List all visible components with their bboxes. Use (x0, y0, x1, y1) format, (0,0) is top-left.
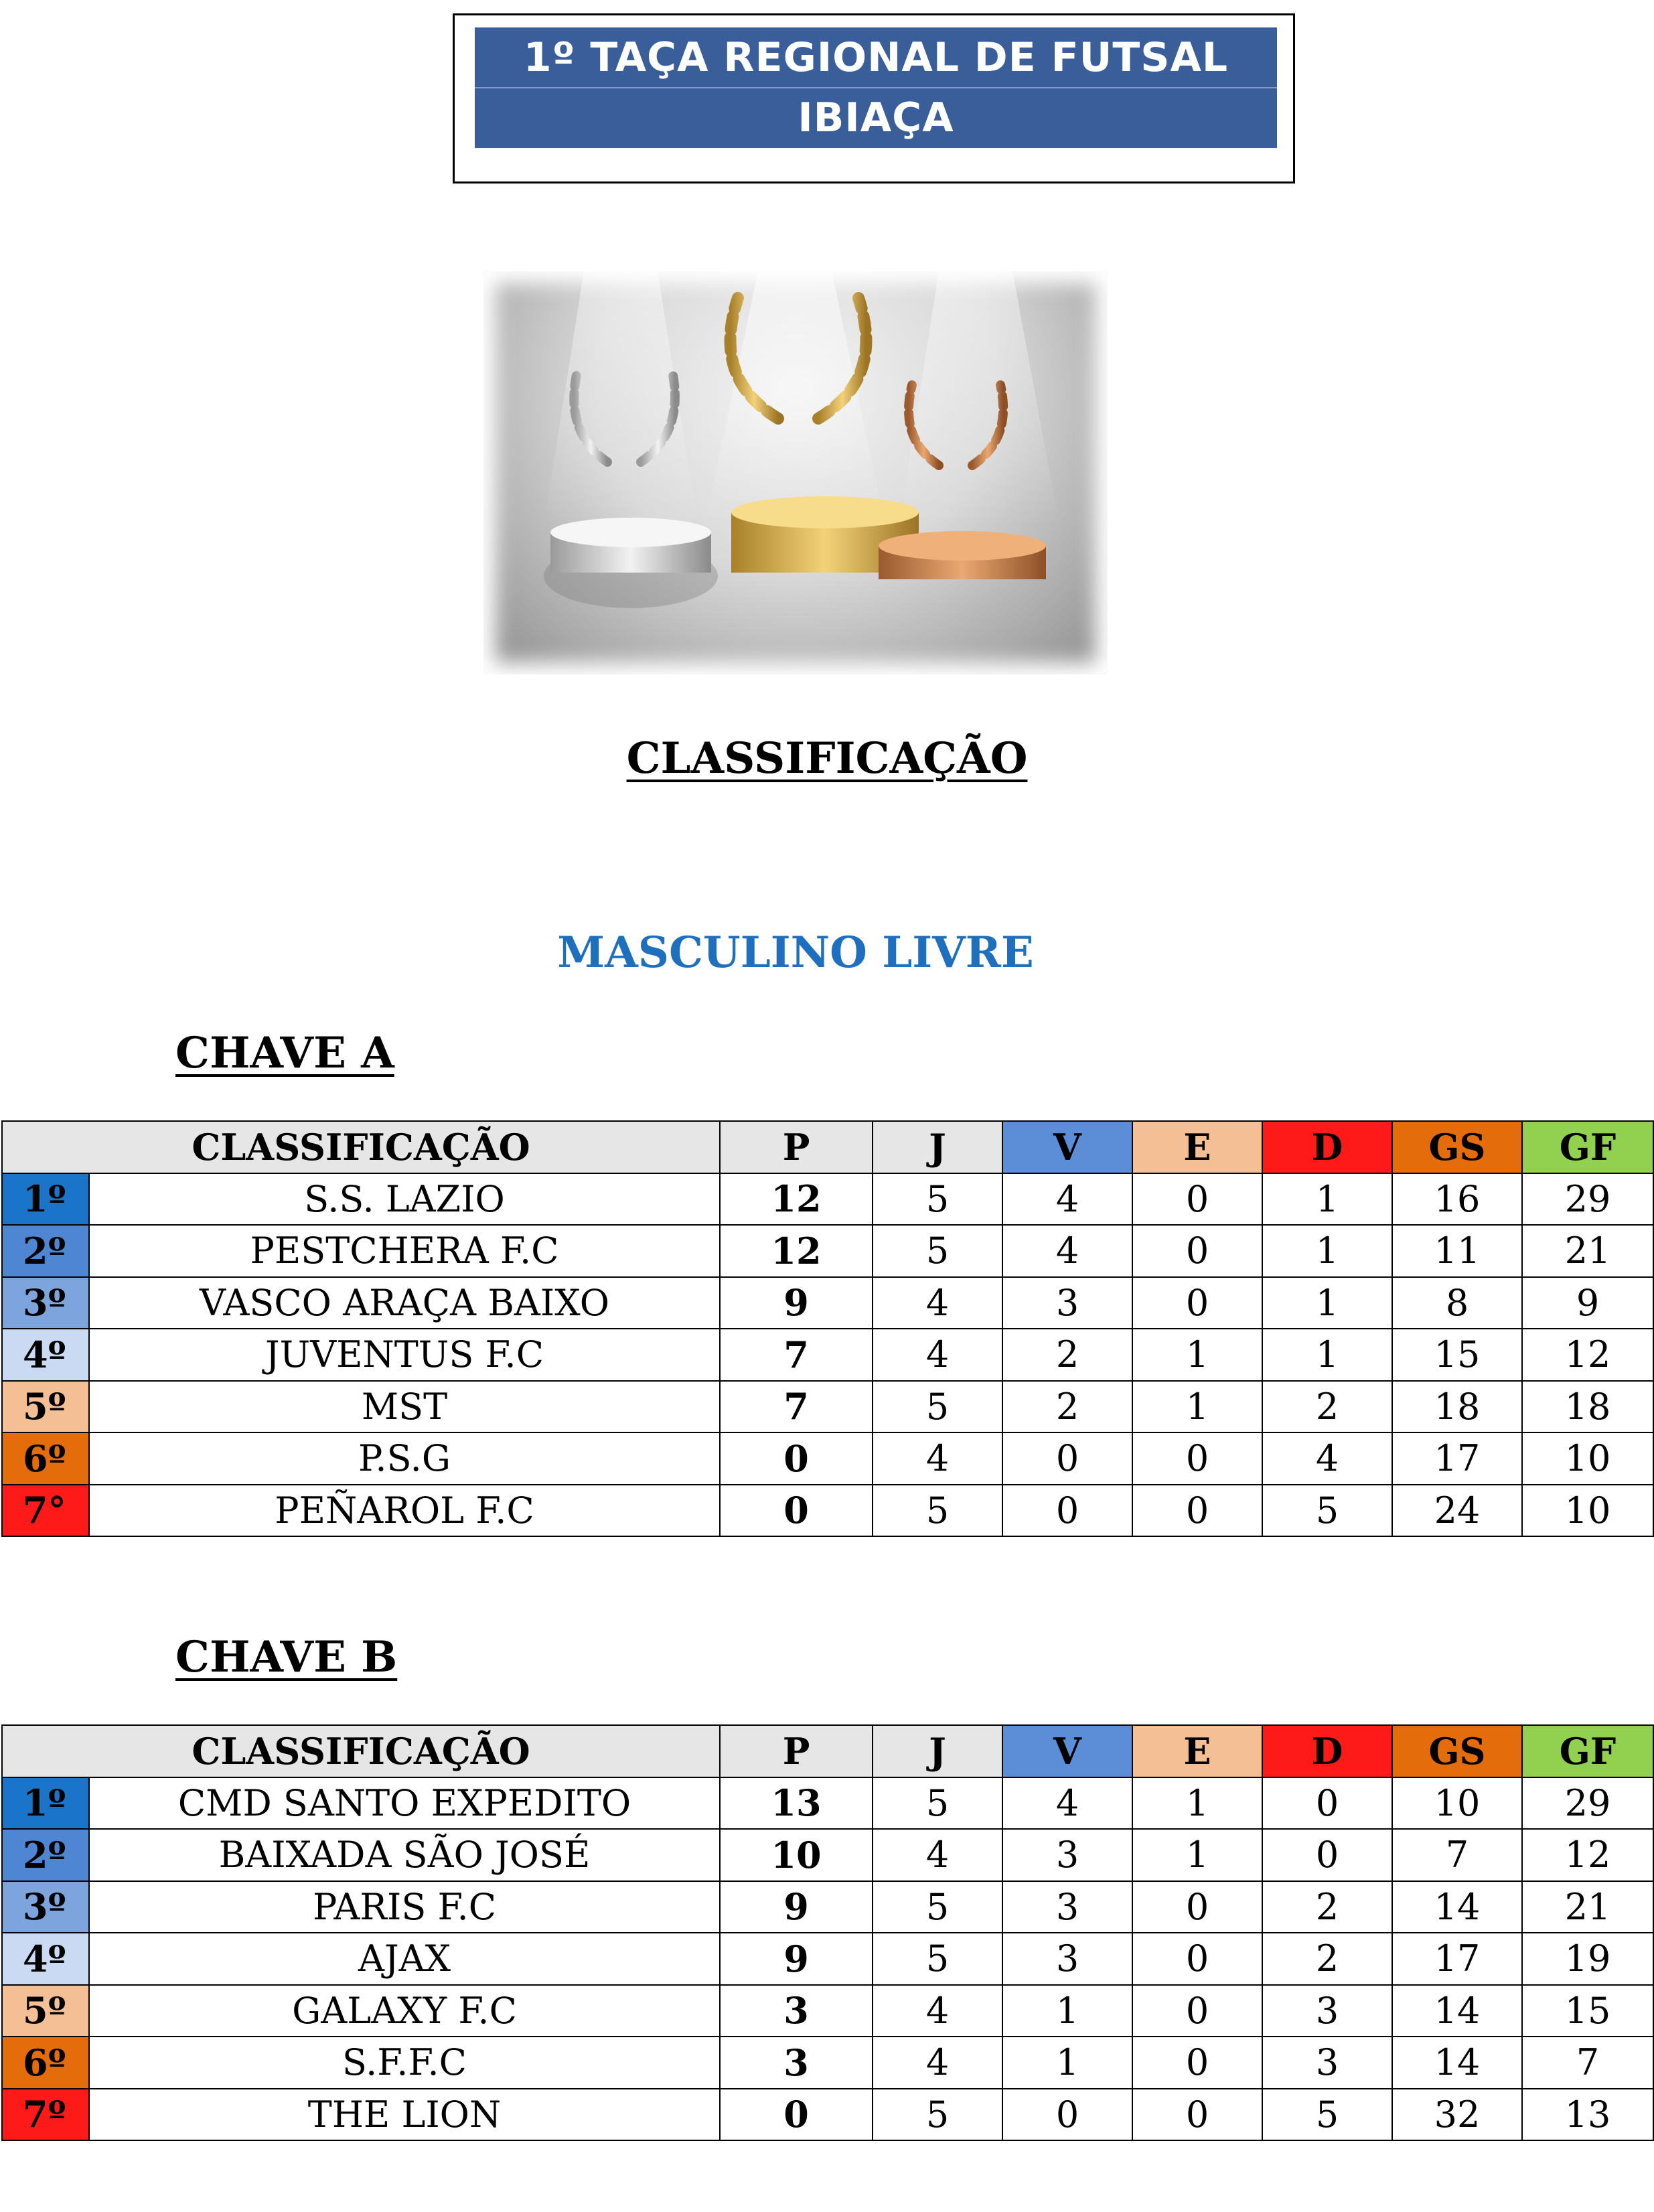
category-title: MASCULINO LIVRE (557, 928, 1034, 978)
position-badge: 7º (2, 2089, 89, 2141)
stat-v: 2 (1002, 1329, 1132, 1381)
table-row (2, 2089, 1653, 2141)
table-row (2, 2037, 1653, 2089)
stat-gs: 14 (1392, 1985, 1522, 2037)
stat-gs: 17 (1392, 1432, 1522, 1485)
stat-p: 13 (720, 1777, 873, 1830)
stat-gs: 11 (1392, 1225, 1522, 1277)
stat-d: 2 (1262, 1881, 1392, 1933)
table-row (2, 1329, 1653, 1381)
page-title: CLASSIFICAÇÃO (626, 733, 1028, 784)
stat-gs: 18 (1392, 1381, 1522, 1433)
stat-j: 5 (873, 1173, 1002, 1226)
column-header-classificacao: CLASSIFICAÇÃO (2, 1725, 720, 1777)
stat-gs: 14 (1392, 1881, 1522, 1933)
group-b-title: CHAVE B (175, 1632, 398, 1682)
stat-gf: 10 (1522, 1432, 1653, 1485)
stat-j: 5 (873, 2089, 1002, 2141)
stat-gs: 17 (1392, 1933, 1522, 1985)
stat-j: 5 (873, 1485, 1002, 1537)
stat-gf: 10 (1522, 1485, 1653, 1537)
column-header-classificacao: CLASSIFICAÇÃO (2, 1121, 720, 1173)
column-header-v: V (1002, 1725, 1132, 1777)
table-row (2, 1985, 1653, 2037)
stat-j: 4 (873, 2037, 1002, 2089)
stat-e: 0 (1132, 1485, 1262, 1537)
stat-gf: 29 (1522, 1173, 1653, 1226)
table-row (2, 1829, 1653, 1881)
stat-p: 7 (720, 1381, 873, 1433)
stat-v: 1 (1002, 1985, 1132, 2037)
team-name: MST (89, 1381, 720, 1433)
stat-v: 3 (1002, 1881, 1132, 1933)
team-name: P.S.G (89, 1432, 720, 1485)
team-name: PARIS F.C (89, 1881, 720, 1933)
table-row (2, 1381, 1653, 1433)
table-row (2, 1277, 1653, 1329)
position-badge: 5º (2, 1381, 89, 1433)
stat-j: 4 (873, 1277, 1002, 1329)
podium-laurels-image (483, 271, 1108, 674)
stat-j: 5 (873, 1881, 1002, 1933)
column-header-e: E (1132, 1725, 1262, 1777)
stat-v: 4 (1002, 1225, 1132, 1277)
column-header-v: V (1002, 1121, 1132, 1173)
team-name: PESTCHERA F.C (89, 1225, 720, 1277)
table-header-row (2, 1725, 1653, 1777)
stat-gf: 12 (1522, 1329, 1653, 1381)
podium-illustration (483, 271, 1108, 674)
stat-p: 12 (720, 1173, 873, 1226)
stat-j: 4 (873, 1829, 1002, 1881)
stat-j: 4 (873, 1329, 1002, 1381)
position-badge: 5º (2, 1985, 89, 2037)
position-badge: 3º (2, 1277, 89, 1329)
position-badge: 4º (2, 1329, 89, 1381)
table-row (2, 1777, 1653, 1830)
position-badge: 6º (2, 2037, 89, 2089)
table-row (2, 1225, 1653, 1277)
column-header-d: D (1262, 1725, 1392, 1777)
stat-gf: 7 (1522, 2037, 1653, 2089)
stat-v: 0 (1002, 1432, 1132, 1485)
stat-gs: 14 (1392, 2037, 1522, 2089)
header-city: IBIAÇA (798, 94, 954, 141)
stat-gf: 18 (1522, 1381, 1653, 1433)
stat-d: 1 (1262, 1225, 1392, 1277)
stat-e: 0 (1132, 1881, 1262, 1933)
stat-v: 1 (1002, 2037, 1132, 2089)
stat-p: 3 (720, 2037, 873, 2089)
position-badge: 6º (2, 1432, 89, 1485)
table-row (2, 1173, 1653, 1226)
stat-gs: 16 (1392, 1173, 1522, 1226)
stat-e: 0 (1132, 1225, 1262, 1277)
stat-gf: 9 (1522, 1277, 1653, 1329)
column-header-gf: GF (1522, 1121, 1653, 1173)
stat-e: 1 (1132, 1777, 1262, 1830)
stat-e: 1 (1132, 1329, 1262, 1381)
stat-e: 0 (1132, 1173, 1262, 1226)
group-a-table (1, 1120, 1654, 1537)
team-name: S.S. LAZIO (89, 1173, 720, 1226)
stat-p: 7 (720, 1329, 873, 1381)
stat-d: 2 (1262, 1933, 1392, 1985)
table-row (2, 1485, 1653, 1537)
stat-gs: 24 (1392, 1485, 1522, 1537)
stat-v: 3 (1002, 1277, 1132, 1329)
table-row (2, 1933, 1653, 1985)
column-header-j: J (873, 1725, 1002, 1777)
stat-v: 0 (1002, 2089, 1132, 2141)
stat-d: 3 (1262, 2037, 1392, 2089)
column-header-gs: GS (1392, 1725, 1522, 1777)
header-band (475, 27, 1277, 148)
stat-p: 10 (720, 1829, 873, 1881)
header-title: 1º TAÇA REGIONAL DE FUTSAL (523, 34, 1229, 81)
stat-d: 5 (1262, 1485, 1392, 1537)
table-row (2, 1881, 1653, 1933)
stat-e: 0 (1132, 1277, 1262, 1329)
stat-d: 1 (1262, 1173, 1392, 1226)
position-badge: 3º (2, 1881, 89, 1933)
stat-j: 4 (873, 1985, 1002, 2037)
stat-v: 4 (1002, 1173, 1132, 1226)
column-header-d: D (1262, 1121, 1392, 1173)
stat-e: 0 (1132, 2089, 1262, 2141)
stat-p: 3 (720, 1985, 873, 2037)
stat-j: 4 (873, 1432, 1002, 1485)
column-header-j: J (873, 1121, 1002, 1173)
stat-gf: 19 (1522, 1933, 1653, 1985)
stat-v: 3 (1002, 1829, 1132, 1881)
team-name: THE LION (89, 2089, 720, 2141)
stat-e: 0 (1132, 1432, 1262, 1485)
header-box (453, 13, 1295, 183)
group-a-title: CHAVE A (175, 1028, 394, 1078)
stat-gf: 29 (1522, 1777, 1653, 1830)
stat-p: 12 (720, 1225, 873, 1277)
team-name: GALAXY F.C (89, 1985, 720, 2037)
position-badge: 1º (2, 1777, 89, 1830)
stat-e: 1 (1132, 1829, 1262, 1881)
stat-d: 1 (1262, 1277, 1392, 1329)
team-name: VASCO ARAÇA BAIXO (89, 1277, 720, 1329)
column-header-gs: GS (1392, 1121, 1522, 1173)
stat-d: 0 (1262, 1777, 1392, 1830)
team-name: BAIXADA SÃO JOSÉ (89, 1829, 720, 1881)
position-badge: 1º (2, 1173, 89, 1226)
stat-p: 0 (720, 1485, 873, 1537)
stat-p: 9 (720, 1881, 873, 1933)
column-header-e: E (1132, 1121, 1262, 1173)
stat-gf: 15 (1522, 1985, 1653, 2037)
stat-v: 3 (1002, 1933, 1132, 1985)
stat-v: 4 (1002, 1777, 1132, 1830)
group-b-table (1, 1724, 1654, 2141)
stat-gf: 12 (1522, 1829, 1653, 1881)
stat-d: 4 (1262, 1432, 1392, 1485)
stat-gf: 13 (1522, 2089, 1653, 2141)
team-name: AJAX (89, 1933, 720, 1985)
stat-d: 0 (1262, 1829, 1392, 1881)
stat-gf: 21 (1522, 1881, 1653, 1933)
stat-d: 2 (1262, 1381, 1392, 1433)
stat-e: 1 (1132, 1381, 1262, 1433)
position-badge: 7° (2, 1485, 89, 1537)
stat-v: 0 (1002, 1485, 1132, 1537)
stat-v: 2 (1002, 1381, 1132, 1433)
stat-d: 5 (1262, 2089, 1392, 2141)
stat-gs: 8 (1392, 1277, 1522, 1329)
position-badge: 2º (2, 1829, 89, 1881)
stat-p: 9 (720, 1933, 873, 1985)
stat-p: 9 (720, 1277, 873, 1329)
stat-e: 0 (1132, 2037, 1262, 2089)
stat-j: 5 (873, 1777, 1002, 1830)
column-header-p: P (720, 1121, 873, 1173)
stat-j: 5 (873, 1225, 1002, 1277)
stat-j: 5 (873, 1381, 1002, 1433)
stat-gs: 7 (1392, 1829, 1522, 1881)
stat-e: 0 (1132, 1985, 1262, 2037)
table-row (2, 1432, 1653, 1485)
stat-gs: 10 (1392, 1777, 1522, 1830)
stat-gf: 21 (1522, 1225, 1653, 1277)
column-header-gf: GF (1522, 1725, 1653, 1777)
position-badge: 4º (2, 1933, 89, 1985)
team-name: PEÑAROL F.C (89, 1485, 720, 1537)
stat-j: 5 (873, 1933, 1002, 1985)
stat-p: 0 (720, 2089, 873, 2141)
stat-p: 0 (720, 1432, 873, 1485)
column-header-p: P (720, 1725, 873, 1777)
table-header-row (2, 1121, 1653, 1173)
stat-gs: 32 (1392, 2089, 1522, 2141)
stat-d: 1 (1262, 1329, 1392, 1381)
team-name: JUVENTUS F.C (89, 1329, 720, 1381)
stat-e: 0 (1132, 1933, 1262, 1985)
team-name: CMD SANTO EXPEDITO (89, 1777, 720, 1830)
team-name: S.F.F.C (89, 2037, 720, 2089)
stat-gs: 15 (1392, 1329, 1522, 1381)
position-badge: 2º (2, 1225, 89, 1277)
stat-d: 3 (1262, 1985, 1392, 2037)
